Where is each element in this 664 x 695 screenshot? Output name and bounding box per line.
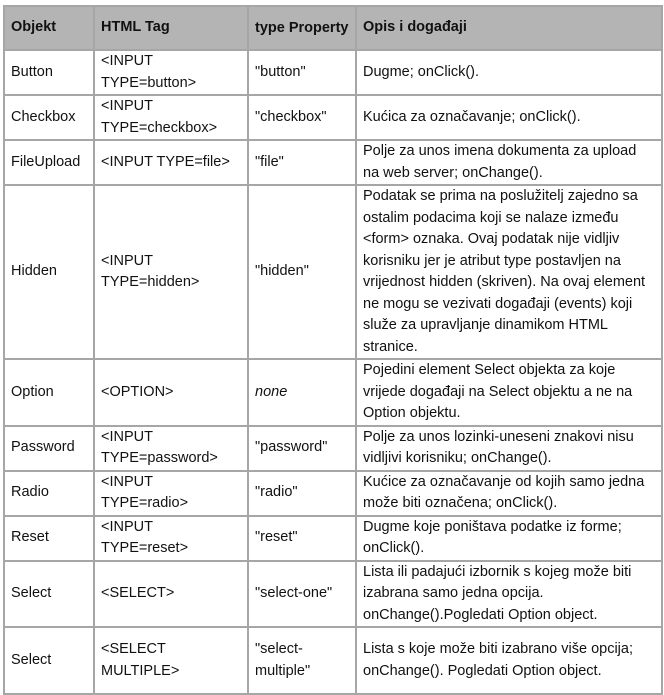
cell-type: "select-multiple" (248, 627, 356, 694)
cell-objekt: Reset (4, 516, 94, 561)
cell-type: "select-one" (248, 561, 356, 628)
cell-desc: Podatak se prima na poslužitelj zajedno sa ostalim podacima koji se nalaze između <form> oznaka. Ovaj podatak nije vidljiv korisniku jer je atribut type postavljen na vrijednost hidden (skriven). Na ovaj element ne mogu se vezivati događaji (events) koji služe za upravljanje dinamikom HTML stranice. (356, 185, 662, 359)
table-row (4, 185, 662, 359)
cell-type: none (248, 359, 356, 426)
header-objekt: Objekt (4, 6, 94, 50)
header-html-tag: HTML Tag (94, 6, 248, 50)
cell-type: "checkbox" (248, 95, 356, 140)
cell-objekt: Checkbox (4, 95, 94, 140)
table-row (4, 516, 662, 561)
cell-type: "hidden" (248, 185, 356, 359)
cell-objekt: Password (4, 426, 94, 471)
cell-desc: Dugme koje poništava podatke iz forme; onClick(). (356, 516, 662, 561)
cell-tag: <INPUT TYPE=password> (94, 426, 248, 471)
cell-desc: Kućice za označavanje od kojih samo jedna može biti označena; onClick(). (356, 471, 662, 516)
html-objects-table (3, 5, 663, 695)
cell-desc: Lista ili padajući izbornik s kojeg može biti izabrana samo jedna opcija. onChange().Pogledati Option object. (356, 561, 662, 628)
cell-type: "password" (248, 426, 356, 471)
header-description: Opis i događaji (356, 6, 662, 50)
cell-type: "radio" (248, 471, 356, 516)
cell-type: "file" (248, 140, 356, 185)
cell-tag: <SELECT> (94, 561, 248, 628)
cell-tag: <OPTION> (94, 359, 248, 426)
cell-desc: Lista s koje može biti izabrano više opcija; onChange(). Pogledati Option object. (356, 627, 662, 694)
cell-desc: Kućica za označavanje; onClick(). (356, 95, 662, 140)
table-header-row (4, 6, 662, 50)
cell-desc: Polje za unos lozinki-uneseni znakovi nisu vidljivi korisniku; onChange(). (356, 426, 662, 471)
cell-type: "button" (248, 50, 356, 95)
cell-objekt: Option (4, 359, 94, 426)
cell-tag: <INPUT TYPE=hidden> (94, 185, 248, 359)
cell-objekt: FileUpload (4, 140, 94, 185)
cell-type: "reset" (248, 516, 356, 561)
table-row (4, 359, 662, 426)
table-row (4, 140, 662, 185)
cell-desc: Pojedini element Select objekta za koje vrijede događaji na Select objektu a ne na Option objektu. (356, 359, 662, 426)
table-row (4, 627, 662, 694)
cell-objekt: Select (4, 627, 94, 694)
cell-desc: Polje za unos imena dokumenta za upload na web server; onChange(). (356, 140, 662, 185)
table-row (4, 95, 662, 140)
cell-objekt: Radio (4, 471, 94, 516)
table-row (4, 561, 662, 628)
cell-tag: <INPUT TYPE=radio> (94, 471, 248, 516)
cell-objekt: Hidden (4, 185, 94, 359)
table-row (4, 50, 662, 95)
cell-tag: <SELECT MULTIPLE> (94, 627, 248, 694)
cell-tag: <INPUT TYPE=reset> (94, 516, 248, 561)
cell-objekt: Select (4, 561, 94, 628)
cell-objekt: Button (4, 50, 94, 95)
cell-tag: <INPUT TYPE=file> (94, 140, 248, 185)
cell-tag: <INPUT TYPE=button> (94, 50, 248, 95)
header-type-property: type Property (248, 6, 356, 50)
table-row (4, 471, 662, 516)
table-row (4, 426, 662, 471)
cell-tag: <INPUT TYPE=checkbox> (94, 95, 248, 140)
cell-desc: Dugme; onClick(). (356, 50, 662, 95)
